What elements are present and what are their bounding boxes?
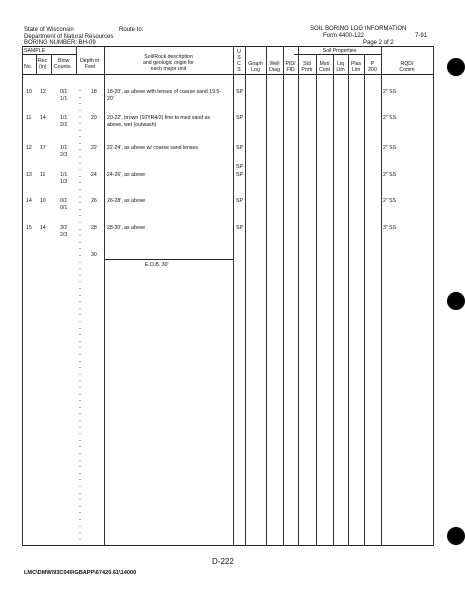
header-mst-1: Mst/ <box>319 61 330 67</box>
soil-description: 26-28', as above <box>107 198 146 204</box>
col-line-soil <box>104 46 105 546</box>
blow-count-1: 0/1 <box>60 89 68 95</box>
sample-recovery: 14 <box>40 225 46 231</box>
header-depth-1: Depth in <box>80 58 100 64</box>
route-to: Route to: <box>119 27 144 33</box>
header-uscs-s1: S <box>237 55 241 61</box>
depth-tick: - <box>79 94 81 101</box>
depth-tick: - <box>79 239 81 246</box>
depth-tick: - <box>79 101 81 108</box>
uscs-code: SP <box>236 145 243 151</box>
depth-tick: - <box>79 246 81 253</box>
depth-tick: - <box>79 121 81 127</box>
col-line-left <box>22 46 23 546</box>
sample-no: 11 <box>26 115 32 121</box>
header-liq-2: Lim <box>336 67 345 73</box>
uscs-code: SP <box>236 115 243 121</box>
depth-tick: - <box>79 484 81 490</box>
depth-tick: - <box>79 167 81 174</box>
depth-tick: - <box>79 305 81 312</box>
blow-count-1: 3/2 <box>60 225 68 231</box>
blow-count-1: 1/1 <box>60 115 68 121</box>
blow-count-1: 1/1 <box>60 145 68 151</box>
depth-tick: - <box>79 220 81 226</box>
uscs-code: SP <box>236 172 243 178</box>
header-graph-2: Log <box>251 67 260 73</box>
depth-tick: - <box>79 154 81 160</box>
depth-tick: - <box>79 279 81 286</box>
header-p200-1: P <box>370 61 375 67</box>
header-no: No. <box>24 64 33 70</box>
depth-tick: - <box>79 88 81 94</box>
header-pid-2: FID <box>286 67 295 73</box>
depth-tick: - <box>79 503 81 510</box>
depth-tick: - <box>79 206 81 213</box>
rqd-comment: 2" SS <box>383 145 397 151</box>
depth-tick: - <box>79 180 81 187</box>
header-blow-2: Counts <box>54 64 71 70</box>
depth-tick: - <box>79 319 81 325</box>
header-mst-2: Cont <box>319 67 330 73</box>
rqd-comment: 2" SS <box>383 115 397 121</box>
form-revision: 7-91 <box>415 33 428 39</box>
depth-30: 30 <box>91 252 97 258</box>
blow-count-1: 1/1 <box>60 172 68 178</box>
rqd-comment: 2" SS <box>383 89 397 95</box>
depth-tick: - <box>79 114 81 121</box>
depth-tick: - <box>79 140 81 147</box>
header-pid-1: PID/ <box>285 61 296 67</box>
header-std-1: Std <box>303 61 311 67</box>
col-line-mst <box>316 55 317 546</box>
sample-recovery: 10 <box>40 198 46 204</box>
rqd-comment: 2" SS <box>383 198 397 204</box>
blow-count-2: 1/1 <box>60 96 68 102</box>
depth-tick: - <box>79 378 81 385</box>
depth-tick: - <box>79 451 81 457</box>
header-uscs-u: U <box>237 49 241 55</box>
depth-tick: - <box>79 312 81 319</box>
depth-tick: - <box>79 530 81 537</box>
soil-description: 28-30', as above <box>107 225 146 231</box>
header-rqd-2: Comm <box>399 67 415 73</box>
sample-recovery: 14 <box>40 115 46 121</box>
depth-tick: - <box>79 444 81 451</box>
depth-tick: - <box>79 107 81 114</box>
header-uscs-c: C <box>237 61 241 67</box>
blow-count-1: 0/1 <box>60 198 68 204</box>
depth-tick: - <box>79 457 81 464</box>
col-line-uscs <box>233 46 234 546</box>
header-uscs-s2: S <box>237 67 241 73</box>
depth-tick: - <box>79 424 81 431</box>
sample-no: 12 <box>26 145 32 151</box>
depth-tick: - <box>79 490 81 497</box>
depth-tick: - <box>79 233 81 240</box>
depth-tick: - <box>79 398 81 405</box>
header-plas-2: Lim <box>351 67 361 73</box>
uscs-code: SP <box>236 198 243 204</box>
header-blow-1: Blow <box>58 58 70 64</box>
col-line-pid <box>283 46 284 546</box>
depth-tick: - <box>79 404 81 411</box>
depth-tick: - <box>79 497 81 504</box>
soil-description: 24-26', as above <box>107 172 146 178</box>
sample-depth: 24 <box>91 172 97 178</box>
depth-tick: - <box>79 147 81 154</box>
sample-no: 15 <box>26 225 32 231</box>
depth-tick: - <box>79 345 81 352</box>
depth-tick: - <box>79 253 81 259</box>
depth-tick: - <box>79 292 81 299</box>
blow-count-2: 1/3 <box>60 179 68 185</box>
depth-tick: - <box>79 200 81 207</box>
blow-count-2: 2/3 <box>60 232 68 238</box>
depth-tick: - <box>79 213 81 220</box>
soil-description: 18-20', as above with lenses of coarse sand 19.5-20' <box>107 89 222 102</box>
col-line-liq <box>333 55 334 546</box>
depth-tick: - <box>79 391 81 398</box>
depth-tick: - <box>79 464 81 471</box>
uscs-code: SP <box>236 225 243 231</box>
sample-depth: 28 <box>91 225 97 231</box>
uscs-code: SP <box>236 89 243 95</box>
depth-tick: - <box>79 160 81 167</box>
depth-tick: - <box>79 510 81 517</box>
header-rec-1: Rec <box>38 58 48 64</box>
depth-tick: - <box>79 358 81 365</box>
col-line-rec <box>36 55 37 75</box>
depth-tick: - <box>79 259 81 266</box>
col-line-blow <box>51 55 52 75</box>
uscs-extra: SP <box>236 164 243 170</box>
form-title: SOIL BORING LOG INFORMATION <box>310 26 407 32</box>
sample-depth: 26 <box>91 198 97 204</box>
depth-tick: - <box>79 226 81 233</box>
sample-depth: 20 <box>91 115 97 121</box>
end-of-boring: E.O.B. 30' <box>145 262 169 268</box>
depth-tick: - <box>79 371 81 378</box>
col-line-right <box>433 46 434 546</box>
depth-tick: - <box>79 470 81 477</box>
col-line-rqd <box>381 46 382 546</box>
col-line-std <box>298 46 299 546</box>
sample-header-divider <box>22 54 77 55</box>
header-well-1: Well <box>269 61 280 67</box>
header-soil-properties: Soil Properties <box>322 48 357 54</box>
soil-description: 20-22', brown (10YR4/2) fine to med sand as above, wet (outwash) <box>107 115 211 128</box>
depth-tick: - <box>79 266 81 273</box>
header-graph-1: Graph <box>248 61 263 67</box>
blow-count-2: 2/3 <box>60 152 68 158</box>
sample-recovery: 12 <box>40 89 46 95</box>
agency-state: State of Wisconsin <box>24 27 74 33</box>
header-plas-1: Plas <box>350 61 362 67</box>
depth-tick: - <box>79 365 81 372</box>
sample-depth: 22 <box>91 145 97 151</box>
depth-tick: - <box>79 187 81 193</box>
depth-tick: - <box>79 418 81 424</box>
soil-description: 22-24', as above w/ coarse sand lenses <box>107 145 198 151</box>
header-soil-1: Soil/Rock description <box>144 54 193 60</box>
header-sample: SAMPLE <box>24 48 46 54</box>
page-indicator: Page 2 of 2 <box>363 40 394 46</box>
table-bottom-border <box>22 545 434 546</box>
sample-recovery: 11 <box>40 172 46 178</box>
depth-tick: - <box>79 536 81 543</box>
header-soil-3: each major unit <box>150 66 187 72</box>
header-std-2: Pnrtr <box>301 67 313 73</box>
sample-no: 13 <box>26 172 32 178</box>
page-code: D-222 <box>212 557 234 566</box>
depth-tick: - <box>79 127 81 134</box>
depth-tick: - <box>79 325 81 332</box>
depth-tick: - <box>79 385 81 391</box>
rqd-comment: 2" SS <box>383 172 397 178</box>
col-line-plas <box>348 55 349 546</box>
col-line-well <box>266 46 267 546</box>
depth-tick: - <box>79 272 81 279</box>
agency-dept: Department of Natural Resources <box>24 34 114 40</box>
boring-number: BORING NUMBER: BH-09 <box>24 40 96 46</box>
header-liq-1: Liq <box>337 61 344 67</box>
col-line-graph <box>245 46 246 546</box>
file-path: LMC\DMW\93C049\GBAPP\67420.61\14000 <box>24 570 137 576</box>
depth-tick: - <box>79 437 81 444</box>
header-soil-2: and geologic origin for <box>142 60 195 66</box>
depth-tick: - <box>79 523 81 530</box>
col-line-p200 <box>364 55 365 546</box>
eob-line <box>105 259 233 260</box>
depth-tick: - <box>79 338 81 345</box>
binder-hole-top <box>447 58 465 76</box>
depth-tick: - <box>79 517 81 523</box>
depth-tick: - <box>79 134 81 141</box>
binder-hole-bottom <box>447 527 465 545</box>
depth-tick: - <box>79 411 81 418</box>
sample-recovery: 17 <box>40 145 46 151</box>
depth-tick: - <box>79 193 81 200</box>
sample-no: 14 <box>26 198 32 204</box>
depth-tick: - <box>79 332 81 339</box>
table-top-border <box>22 46 434 47</box>
blow-count-2: 2/2 <box>60 122 68 128</box>
depth-tick: - <box>79 352 81 358</box>
header-depth-2: Feet <box>85 64 96 70</box>
sample-no: 10 <box>26 89 32 95</box>
col-line-depth <box>76 46 77 75</box>
soil-props-divider <box>294 54 382 55</box>
header-p200-2: 200 <box>368 67 377 73</box>
header-rqd-1: RQD/ <box>400 61 414 67</box>
depth-tick: - <box>79 299 81 306</box>
depth-tick: - <box>79 431 81 438</box>
sample-depth: 18 <box>91 89 97 95</box>
depth-tick: - <box>79 477 81 484</box>
depth-tick: - <box>79 286 81 292</box>
form-number: Form 4400-122 <box>323 33 365 39</box>
depth-tick: - <box>79 173 81 180</box>
binder-hole-middle <box>447 292 465 310</box>
rqd-comment: 3" SS <box>383 225 397 231</box>
header-rec-2: (in) <box>39 64 47 70</box>
header-bottom-border <box>22 74 434 75</box>
header-well-2: Diag <box>269 67 280 73</box>
blow-count-2: 0/1 <box>60 205 68 211</box>
